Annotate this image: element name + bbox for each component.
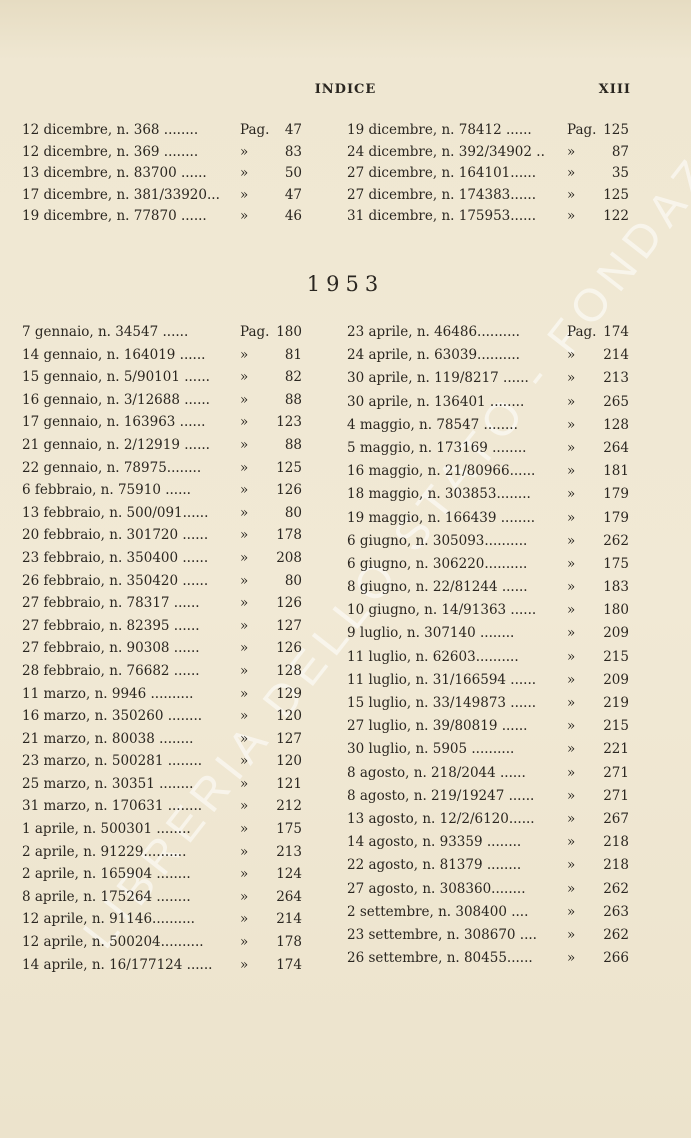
entry-text: 25 marzo, n. 30351 ........: [22, 775, 194, 792]
index-entry: [22, 411, 312, 434]
page-ref-number: 123: [276, 414, 302, 431]
entry-text: 11 luglio, n. 62603..........: [347, 648, 519, 665]
page-ref-marker: »: [240, 730, 249, 747]
page-ref-number: 125: [603, 122, 629, 138]
entry-text: 2 aprile, n. 91229..........: [22, 843, 187, 860]
page-ref-number: 175: [276, 821, 302, 838]
page-ref-marker: »: [567, 509, 576, 526]
index-entry: [22, 592, 312, 615]
entry-text: 14 aprile, n. 16/177124 ......: [22, 956, 213, 973]
index-entry: [347, 321, 637, 344]
page-ref-number: 127: [276, 617, 302, 634]
entry-text: 27 luglio, n. 39/80819 ......: [347, 718, 528, 735]
page-ref-marker: »: [567, 393, 576, 410]
entry-text: 31 marzo, n. 170631 ........: [22, 798, 203, 815]
entry-text: 16 gennaio, n. 3/12688 ......: [22, 391, 210, 408]
entry-text: 27 febbraio, n. 78317 ......: [22, 595, 200, 612]
entry-text: 17 dicembre, n. 381/33920...: [22, 186, 220, 203]
entry-text: 26 febbraio, n. 350420 ......: [22, 572, 209, 589]
page-ref-number: 35: [611, 165, 629, 181]
page-ref-marker: »: [240, 866, 249, 883]
page-ref-number: 266: [603, 950, 629, 967]
entry-text: 15 luglio, n. 33/149873 ......: [347, 695, 537, 711]
page-ref-number: 122: [603, 208, 629, 224]
index-column-1952-left: [22, 120, 312, 228]
index-column-1953-left: [22, 321, 312, 976]
page-ref-number: 129: [276, 685, 302, 702]
page-ref-marker: »: [240, 549, 249, 566]
index-entry: [22, 886, 312, 909]
entry-text: 17 gennaio, n. 163963 ......: [22, 414, 206, 431]
page-ref-number: 264: [276, 888, 302, 905]
index-entry: [22, 321, 312, 344]
page-ref-number: 208: [276, 549, 302, 566]
page-ref-number: 180: [276, 324, 302, 340]
page-ref-marker: »: [567, 787, 576, 804]
page-ref-number: 50: [284, 165, 302, 181]
index-entry: [22, 570, 312, 593]
page-ref-marker: »: [567, 718, 576, 735]
entry-text: 19 dicembre, n. 77870 ......: [22, 208, 207, 224]
entry-text: 6 febbraio, n. 75910 ......: [22, 482, 191, 499]
entry-text: 30 luglio, n. 5905 ..........: [347, 741, 515, 758]
page-ref-number: 179: [603, 486, 629, 503]
page-ref-marker: »: [567, 857, 576, 874]
index-entry: [347, 785, 637, 808]
page-ref-marker: »: [240, 685, 249, 702]
page-ref-marker: »: [567, 695, 576, 711]
page-ref-number: 88: [284, 436, 302, 453]
index-entry: [347, 437, 637, 460]
entry-text: 22 agosto, n. 81379 ........: [347, 857, 522, 874]
index-entry: [22, 773, 312, 796]
page-ref-number: 179: [603, 509, 629, 526]
entry-text: 16 maggio, n. 21/80966......: [347, 463, 536, 480]
page-ref-number: 83: [284, 143, 302, 160]
page-ref-number: 47: [284, 186, 302, 203]
page-ref-number: 212: [276, 798, 302, 815]
page-ref-number: 215: [603, 718, 629, 735]
page-ref-number: 80: [284, 504, 302, 521]
index-entry: [22, 366, 312, 389]
index-entry: [347, 622, 637, 645]
index-entry: [347, 206, 637, 228]
entry-text: 27 agosto, n. 308360........: [347, 880, 526, 897]
index-entry: [22, 818, 312, 841]
page-ref-marker: »: [567, 463, 576, 480]
page-ref-number: 262: [603, 532, 629, 549]
page-ref-marker: »: [240, 369, 249, 386]
page-ref-marker: »: [567, 416, 576, 433]
index-entry: [22, 615, 312, 638]
index-entry: [22, 908, 312, 931]
page-ref-number: 214: [276, 911, 302, 928]
page-ref-marker: »: [240, 143, 249, 160]
index-entry: [347, 120, 637, 142]
entry-text: 6 giugno, n. 305093..........: [347, 532, 528, 549]
page-ref-marker: »: [567, 370, 576, 387]
page-number: XIII: [598, 82, 631, 97]
page-ref-number: 219: [603, 695, 629, 711]
page-ref-number: 88: [284, 391, 302, 408]
index-entry: [347, 878, 637, 901]
index-entry: [347, 483, 637, 506]
index-entry: [347, 142, 637, 164]
index-entry: [347, 553, 637, 576]
page-ref-marker: »: [240, 753, 249, 770]
entry-text: 14 agosto, n. 93359 ........: [347, 834, 522, 851]
index-entry: [22, 344, 312, 367]
page-ref-number: 126: [276, 482, 302, 499]
page-title: INDICE: [314, 82, 377, 97]
index-entry: [22, 185, 312, 207]
index-entry: [22, 931, 312, 954]
entry-text: 27 dicembre, n. 174383......: [347, 186, 537, 203]
entry-text: 20 febbraio, n. 301720 ......: [22, 527, 209, 544]
page-ref-number: 218: [603, 834, 629, 851]
index-entry: [22, 479, 312, 502]
entry-text: 21 marzo, n. 80038 ........: [22, 730, 194, 747]
index-entry: [347, 947, 637, 970]
page-ref-marker: »: [567, 555, 576, 572]
entry-text: 18 maggio, n. 303853........: [347, 486, 531, 503]
entry-text: 14 gennaio, n. 164019 ......: [22, 346, 206, 363]
page-ref-marker: »: [567, 532, 576, 549]
index-entry: [347, 507, 637, 530]
page-ref-marker: »: [567, 208, 576, 224]
page-ref-marker: »: [567, 602, 576, 619]
index-entry: [22, 954, 312, 977]
index-entry: [22, 163, 312, 185]
page-ref-marker: Pag.: [567, 324, 597, 340]
index-entry: [347, 808, 637, 831]
index-entry: [347, 163, 637, 185]
page-ref-number: 81: [284, 346, 302, 363]
index-entry: [347, 576, 637, 599]
index-entry: [347, 924, 637, 947]
entry-text: 28 febbraio, n. 76682 ......: [22, 662, 200, 679]
index-entry: [347, 831, 637, 854]
entry-text: 6 giugno, n. 306220..........: [347, 555, 528, 572]
page-ref-marker: »: [240, 482, 249, 499]
entry-text: 26 settembre, n. 80455......: [347, 950, 533, 967]
page-ref-number: 175: [603, 555, 629, 572]
page-ref-number: 120: [276, 753, 302, 770]
page-ref-number: 121: [276, 775, 302, 792]
entry-text: 16 marzo, n. 350260 ........: [22, 708, 203, 725]
page-ref-number: 209: [603, 671, 629, 688]
page-ref-number: 213: [603, 370, 629, 387]
page-ref-number: 214: [603, 347, 629, 364]
index-entry: [22, 206, 312, 228]
entry-text: 8 agosto, n. 219/19247 ......: [347, 787, 535, 804]
page-ref-marker: »: [240, 208, 249, 224]
index-entry: [347, 715, 637, 738]
entry-text: 2 aprile, n. 165904 ........: [22, 866, 191, 883]
index-column-1953-right: [347, 321, 637, 970]
index-entry: [22, 434, 312, 457]
page-ref-marker: »: [240, 617, 249, 634]
page-ref-number: 125: [276, 459, 302, 476]
entry-text: 13 agosto, n. 12/2/6120......: [347, 810, 535, 827]
page-ref-marker: »: [567, 950, 576, 967]
entry-text: 8 aprile, n. 175264 ........: [22, 888, 191, 905]
entry-text: 19 dicembre, n. 78412 ......: [347, 122, 532, 138]
page-ref-number: 82: [284, 369, 302, 386]
entry-text: 10 giugno, n. 14/91363 ......: [347, 602, 537, 619]
page-ref-marker: »: [240, 934, 249, 951]
page-ref-number: 128: [603, 416, 629, 433]
index-entry: [22, 660, 312, 683]
entry-text: 7 gennaio, n. 34547 ......: [22, 324, 189, 340]
index-entry: [347, 367, 637, 390]
index-entry: [22, 502, 312, 525]
page-ref-number: 215: [603, 648, 629, 665]
page-ref-marker: Pag.: [240, 324, 270, 340]
index-entry: [347, 762, 637, 785]
index-entry: [347, 646, 637, 669]
index-entry: [347, 414, 637, 437]
entry-text: 5 maggio, n. 173169 ........: [347, 439, 527, 456]
page-ref-marker: »: [567, 834, 576, 851]
entry-text: 12 dicembre, n. 369 ........: [22, 143, 199, 160]
index-entry: [347, 391, 637, 414]
index-entry: [22, 457, 312, 480]
page-ref-number: 209: [603, 625, 629, 642]
page-ref-number: 271: [603, 764, 629, 781]
page-ref-marker: »: [567, 648, 576, 665]
entry-text: 19 maggio, n. 166439 ........: [347, 509, 536, 526]
page-ref-number: 271: [603, 787, 629, 804]
page-ref-marker: »: [567, 439, 576, 456]
page-ref-marker: »: [240, 504, 249, 521]
index-entry: [22, 389, 312, 412]
page-ref-number: 262: [603, 926, 629, 943]
page-ref-marker: »: [240, 436, 249, 453]
year-heading: 1953: [306, 272, 385, 296]
index-entry: [22, 524, 312, 547]
page-ref-marker: »: [240, 708, 249, 725]
index-entry: [347, 185, 637, 207]
entry-text: 8 giugno, n. 22/81244 ......: [347, 579, 528, 596]
page-ref-number: 174: [603, 324, 629, 340]
page-ref-number: 267: [603, 810, 629, 827]
entry-text: 24 aprile, n. 63039..........: [347, 347, 520, 364]
page-ref-marker: »: [240, 821, 249, 838]
page-ref-number: 178: [276, 527, 302, 544]
page-ref-marker: »: [240, 572, 249, 589]
entry-text: 23 marzo, n. 500281 ........: [22, 753, 203, 770]
entry-text: 12 dicembre, n. 368 ........: [22, 122, 199, 138]
page-ref-number: 125: [603, 186, 629, 203]
page-ref-marker: »: [240, 165, 249, 181]
page-ref-marker: »: [240, 527, 249, 544]
page-ref-number: 262: [603, 880, 629, 897]
index-entry: [22, 142, 312, 164]
entry-text: 12 aprile, n. 500204..........: [22, 934, 204, 951]
entry-text: 11 luglio, n. 31/166594 ......: [347, 671, 537, 688]
index-entry: [347, 854, 637, 877]
page-ref-number: 174: [276, 956, 302, 973]
page-ref-marker: »: [567, 486, 576, 503]
entry-text: 9 luglio, n. 307140 ........: [347, 625, 515, 642]
index-entry: [347, 901, 637, 924]
page-ref-number: 126: [276, 640, 302, 657]
page-ref-marker: »: [240, 888, 249, 905]
index-entry: [347, 692, 637, 715]
index-entry: [347, 599, 637, 622]
entry-text: 4 maggio, n. 78547 ........: [347, 416, 518, 433]
entry-text: 22 gennaio, n. 78975........: [22, 459, 202, 476]
entry-text: 23 aprile, n. 46486..........: [347, 324, 520, 340]
page-ref-number: 180: [603, 602, 629, 619]
page-ref-marker: »: [567, 903, 576, 920]
index-entry: [347, 344, 637, 367]
page-ref-marker: »: [240, 595, 249, 612]
page-ref-marker: »: [567, 186, 576, 203]
page-ref-marker: »: [567, 741, 576, 758]
entry-text: 24 dicembre, n. 392/34902 ..: [347, 143, 545, 160]
page-ref-number: 263: [603, 903, 629, 920]
index-entry: [22, 705, 312, 728]
index-entry: [22, 637, 312, 660]
page-ref-marker: »: [240, 956, 249, 973]
page-ref-marker: »: [567, 625, 576, 642]
page-ref-number: 80: [284, 572, 302, 589]
page-ref-marker: »: [240, 346, 249, 363]
entry-text: 27 dicembre, n. 164101......: [347, 165, 537, 181]
entry-text: 8 agosto, n. 218/2044 ......: [347, 764, 526, 781]
page-ref-number: 127: [276, 730, 302, 747]
entry-text: 2 settembre, n. 308400 ....: [347, 903, 529, 920]
page-ref-marker: »: [567, 579, 576, 596]
page-ref-number: 213: [276, 843, 302, 860]
page-ref-marker: »: [240, 911, 249, 928]
page-ref-number: 124: [276, 866, 302, 883]
page-ref-marker: »: [567, 165, 576, 181]
entry-text: 27 febbraio, n. 90308 ......: [22, 640, 200, 657]
page-ref-number: 120: [276, 708, 302, 725]
entry-text: 11 marzo, n. 9946 ..........: [22, 685, 194, 702]
page-ref-number: 218: [603, 857, 629, 874]
entry-text: 21 gennaio, n. 2/12919 ......: [22, 436, 210, 453]
index-entry: [22, 683, 312, 706]
index-entry: [347, 738, 637, 761]
page-ref-marker: »: [567, 880, 576, 897]
index-entry: [347, 460, 637, 483]
page-ref-marker: »: [240, 459, 249, 476]
index-entry: [347, 530, 637, 553]
page-ref-number: 128: [276, 662, 302, 679]
entry-text: 31 dicembre, n. 175953......: [347, 208, 537, 224]
entry-text: 30 aprile, n. 119/8217 ......: [347, 370, 529, 387]
entry-text: 13 dicembre, n. 83700 ......: [22, 165, 207, 181]
entry-text: 23 febbraio, n. 350400 ......: [22, 549, 209, 566]
page-ref-marker: Pag.: [567, 122, 597, 138]
page-ref-marker: »: [240, 662, 249, 679]
page-ref-number: 265: [603, 393, 629, 410]
page-ref-marker: »: [567, 926, 576, 943]
index-entry: [22, 750, 312, 773]
page-ref-number: 181: [603, 463, 629, 480]
page-ref-number: 47: [284, 122, 302, 138]
page-ref-number: 46: [284, 208, 302, 224]
entry-text: 13 febbraio, n. 500/091......: [22, 504, 209, 521]
page-ref-marker: »: [567, 143, 576, 160]
page-ref-marker: »: [240, 414, 249, 431]
page-ref-marker: Pag.: [240, 122, 270, 138]
entry-text: 23 settembre, n. 308670 ....: [347, 926, 537, 943]
entry-text: 12 aprile, n. 91146..........: [22, 911, 195, 928]
page-ref-marker: »: [240, 186, 249, 203]
index-entry: [22, 863, 312, 886]
index-entry: [22, 795, 312, 818]
page-ref-number: 178: [276, 934, 302, 951]
index-entry: [22, 120, 312, 142]
page-ref-marker: »: [567, 347, 576, 364]
page-ref-marker: »: [240, 798, 249, 815]
page-ref-number: 87: [611, 143, 629, 160]
entry-text: 15 gennaio, n. 5/90101 ......: [22, 369, 210, 386]
entry-text: 27 febbraio, n. 82395 ......: [22, 617, 200, 634]
page-ref-marker: »: [240, 843, 249, 860]
page-ref-number: 183: [603, 579, 629, 596]
index-entry: [22, 547, 312, 570]
index-entry: [22, 728, 312, 751]
page-ref-marker: »: [567, 764, 576, 781]
page-ref-marker: »: [240, 640, 249, 657]
index-column-1952-right: [347, 120, 637, 228]
page-ref-marker: »: [240, 775, 249, 792]
page-ref-marker: »: [567, 671, 576, 688]
index-entry: [22, 841, 312, 864]
index-entry: [347, 669, 637, 692]
entry-text: 30 aprile, n. 136401 ........: [347, 393, 525, 410]
page-ref-number: 264: [603, 439, 629, 456]
page-ref-number: 126: [276, 595, 302, 612]
page-ref-marker: »: [567, 810, 576, 827]
entry-text: 1 aprile, n. 500301 ........: [22, 821, 191, 838]
page-ref-marker: »: [240, 391, 249, 408]
page-ref-number: 221: [603, 741, 629, 758]
